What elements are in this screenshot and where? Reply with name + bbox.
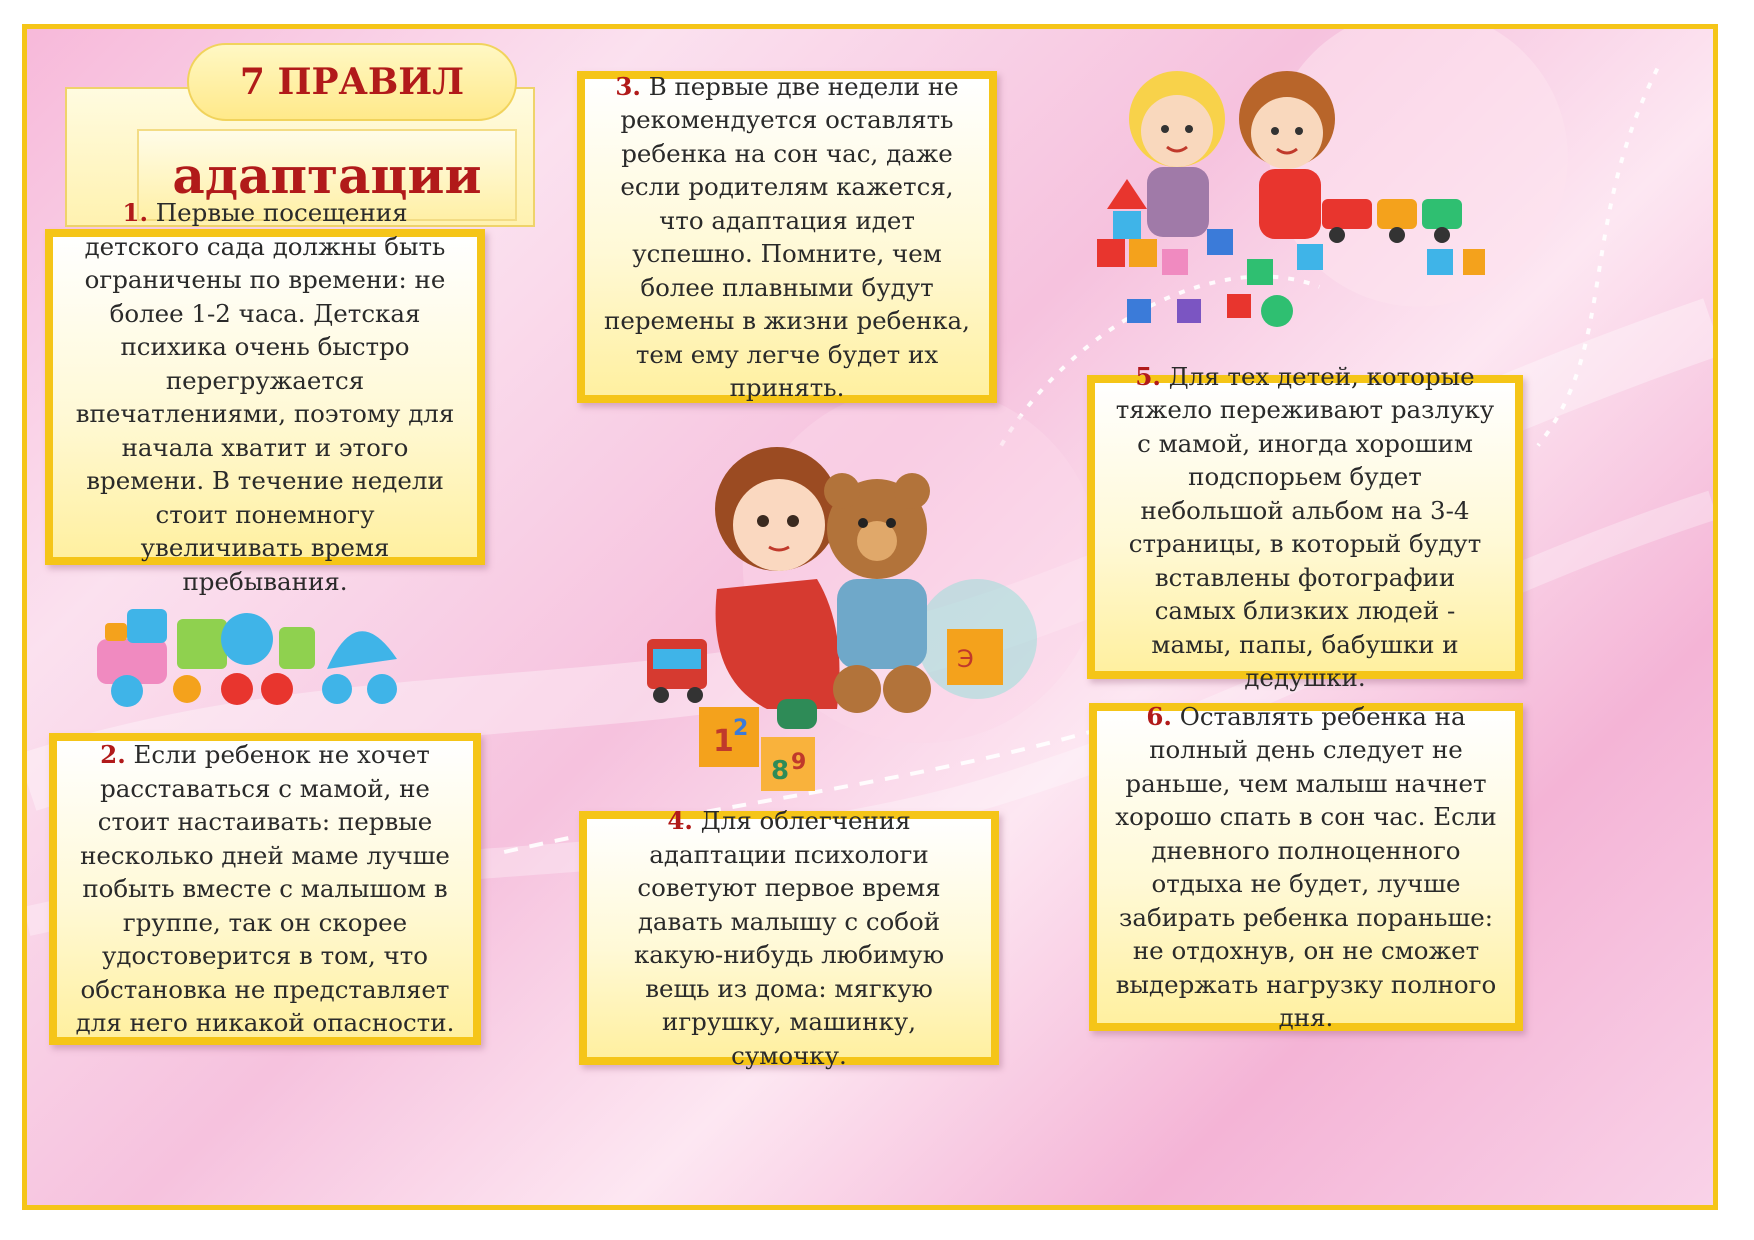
rule-6-text (1115, 700, 1497, 1035)
rule-card-6 (1089, 703, 1523, 1031)
rule-card-1 (45, 198, 485, 596)
rule-card-5 (1087, 361, 1523, 692)
children-playing-blocks-illustration (1067, 49, 1487, 349)
rule-card-4 (579, 806, 999, 1070)
svg-text:1: 1 (713, 724, 734, 759)
rule-3-text (603, 70, 971, 405)
rule-1-body: Первые посещения детского сада должны быть ограничены по времени: не более 1-2 часа. Детская психика очень быстро перегружается впечатлениями, поэтому для начала хватит и этого времени. В течение недели стоит понемногу увеличивать время пребывания. (75, 198, 455, 596)
rule-2-body: Если ребенок не хочет расставаться с мамой, не стоит настаивать: первые несколько дней маме лучше побыть вместе с малышом в группе, так он скорее удостоверится в том, что обстановка не представляет для него никакой опасности. (75, 740, 455, 1038)
rule-1-number: 1. (122, 198, 148, 227)
rule-1-text (71, 196, 459, 598)
rule-card-2 (49, 733, 481, 1045)
rule-card-3 (577, 71, 997, 403)
poster-frame (22, 24, 1718, 1210)
rule-2-text (75, 738, 455, 1040)
title-line-2: адаптации (137, 129, 517, 221)
rule-5-number: 5. (1135, 361, 1161, 391)
toy-train-illustration (87, 589, 417, 719)
rule-5-text (1113, 360, 1497, 695)
number-blocks-illustration (697, 699, 827, 799)
rule-6-body: Оставлять ребенка на полный день следует не раньше, чем малыш начнет хорошо спать в сон час. Если дневного полноценного отдыха не будет, лучше забирать ребенка пораньше: не отдохнув, он не сможет выдержать нагрузку полного дня. (1115, 701, 1497, 1032)
rule-5-body: Для тех детей, которые тяжело переживают разлуку с мамой, иногда хорошим подспорьем будет небольшой альбом на 3-4 страницы, в который будут вставлены фотографии самых близких людей - мамы, папы, бабушки и дедушки. (1115, 361, 1495, 692)
rule-2-number: 2. (100, 740, 126, 770)
rule-4-body: Для облегчения адаптации психологи советуют первое время давать малышу с собой какую-нибудь любимую вещь из дома: мягкую игрушку, машинку, сумочку. (633, 806, 945, 1070)
rule-3-number: 3. (615, 71, 641, 101)
svg-text:8: 8 (771, 756, 790, 786)
svg-text:Э: Э (957, 645, 974, 673)
rule-4-text (605, 804, 973, 1072)
rule-4-number: 4. (667, 806, 693, 835)
rule-6-number: 6. (1146, 701, 1172, 731)
rule-3-body: В первые две недели не рекомендуется оставлять ребенка на сон час, даже если родителям кажется, что адаптация идет успешно. Помните, чем более плавными будут перемены в жизни ребенка, тем ему легче будет их принять. (604, 71, 970, 402)
svg-text:2: 2 (733, 716, 749, 741)
title-line-1: 7 ПРАВИЛ (187, 43, 517, 121)
svg-text:9: 9 (791, 750, 807, 775)
